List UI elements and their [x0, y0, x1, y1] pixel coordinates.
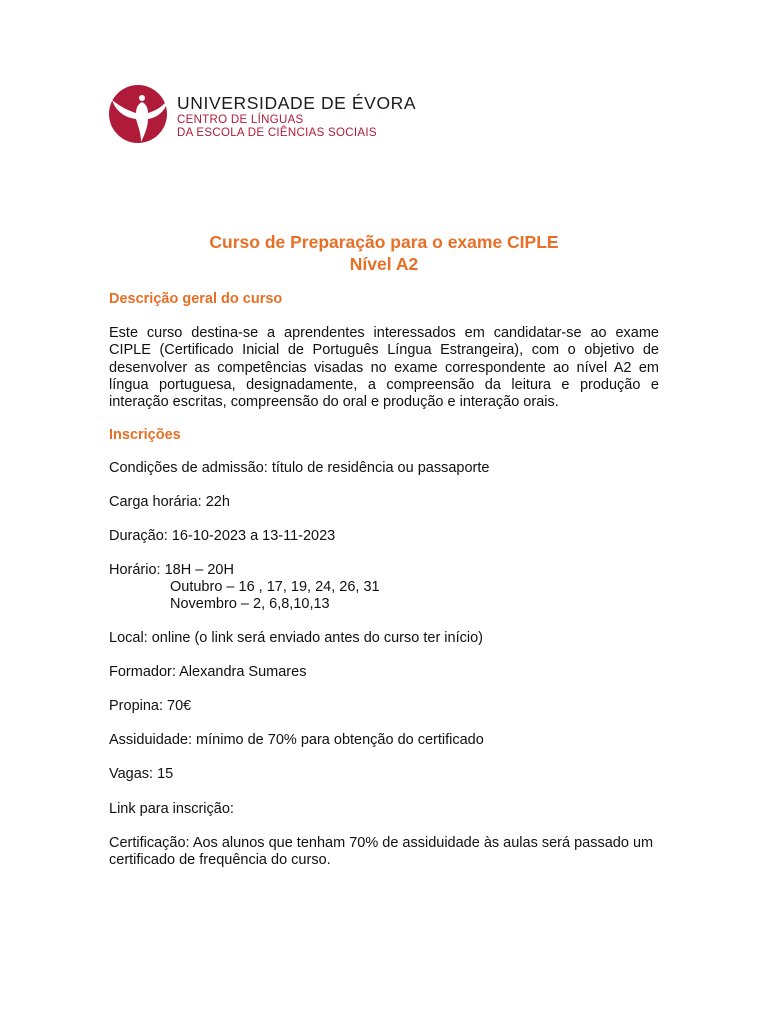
centre-name-line2: DA ESCOLA DE CIÊNCIAS SOCIAIS	[177, 127, 377, 139]
university-name: UNIVERSIDADE DE ÉVORA	[177, 93, 417, 113]
schedule: Horário: 18H – 20H	[109, 562, 234, 579]
admission-conditions: Condições de admissão: título de residência ou passaporte	[109, 460, 490, 477]
schedule-november: Novembro – 2, 6,8,10,13	[170, 596, 330, 613]
duration: Duração: 16-10-2023 a 13-11-2023	[109, 527, 336, 544]
workload: Carga horária: 22h	[109, 493, 230, 510]
fee: Propina: 70€	[109, 698, 192, 715]
title-line1: Curso de Preparação para o exame CIPLE	[209, 232, 559, 252]
places: Vagas: 15	[109, 766, 174, 783]
university-emblem-icon	[108, 84, 170, 144]
registration-heading: Inscrições	[109, 427, 181, 444]
description-text: Este curso destina-se a aprendentes interessados em candidatar-se ao exame CIPLE (Certificado Inicial de Português Língua Estrangeira), com o objetivo de desenvolver as competências visadas no exame correspondente ao nível A2 em língua portuguesa, designadamente, a compreensão da leitura e produção e interação escritas, compreensão do oral e produção e interação orais.	[109, 325, 659, 411]
attendance: Assiduidade: mínimo de 70% para obtenção do certificado	[109, 732, 484, 749]
centre-name-line1: CENTRO DE LÍNGUAS	[177, 114, 304, 126]
registration-link-label: Link para inscrição:	[109, 800, 234, 817]
schedule-october: Outubro – 16 , 17, 19, 24, 26, 31	[170, 579, 380, 596]
location: Local: online (o link será enviado antes do curso ter início)	[109, 629, 483, 646]
document-body	[109, 291, 659, 869]
certification: Certificação: Aos alunos que tenham 70% de assiduidade às aulas será passado um certificado de frequência do curso.	[109, 834, 654, 869]
title-line2: Nível A2	[349, 254, 419, 274]
document-title	[0, 231, 768, 275]
logo-text	[177, 92, 416, 140]
description-heading: Descrição geral do curso	[109, 291, 283, 307]
university-logo	[108, 84, 418, 144]
trainer: Formador: Alexandra Sumares	[109, 663, 307, 680]
